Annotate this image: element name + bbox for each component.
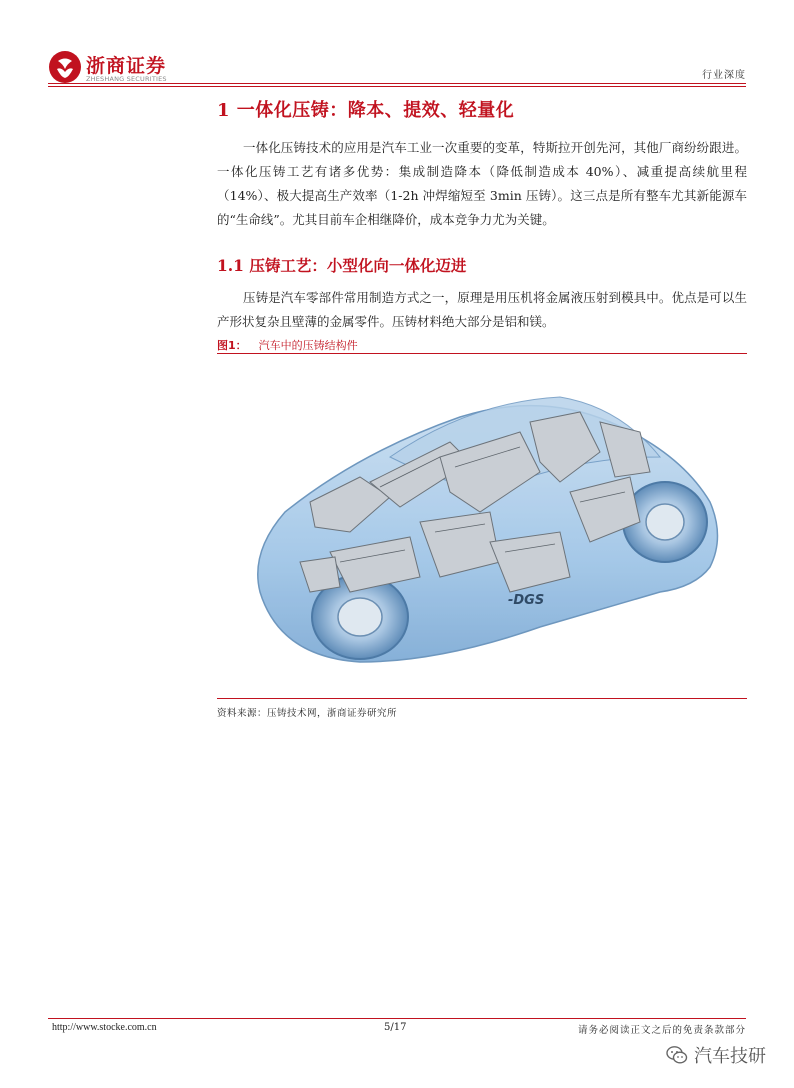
page-header bbox=[0, 0, 794, 90]
section-1-1-heading: 1.1 压铸工艺：小型化向一体化迈进 bbox=[217, 256, 467, 275]
car-diecast-illustration bbox=[240, 362, 730, 692]
company-logo bbox=[48, 50, 168, 86]
header-divider-thick bbox=[48, 86, 746, 87]
brand-name-cn: 浙商证券 bbox=[86, 55, 167, 77]
section-1-1-paragraph: 压铸是汽车零部件常用制造方式之一，原理是用压机将金属液压射到模具中。优点是可以生产形状复杂且壁薄的金属零件。压铸材料绝大部分是铝和镁。 bbox=[217, 290, 747, 329]
report-type: 行业深度 bbox=[702, 70, 746, 81]
figure-top-rule bbox=[217, 353, 747, 354]
page-number: 5/17 bbox=[384, 1022, 407, 1033]
car-marking-text: -DGS bbox=[508, 593, 545, 608]
zheshang-logo-icon bbox=[48, 50, 82, 84]
disclaimer-note: 请务必阅读正文之后的免责条款部分 bbox=[577, 1025, 746, 1036]
figure-title bbox=[217, 337, 358, 353]
wechat-watermark bbox=[666, 1043, 766, 1067]
footer-divider bbox=[48, 1018, 746, 1019]
watermark-text: 汽车技研 bbox=[694, 1046, 766, 1067]
front-wheel-hub bbox=[338, 598, 382, 636]
figure-label: 图1： bbox=[217, 339, 247, 352]
figure-caption: 汽车中的压铸结构件 bbox=[258, 339, 358, 352]
section-1-paragraph: 一体化压铸技术的应用是汽车工业一次重要的变革，特斯拉开创先河，其他厂商纷纷跟进。一体化压铸工艺有诸多优势：集成制造降本（降低制造成本 40%）、减重提高续航里程（14%）、极大提高生产效率（1-2h 冲焊缩短至 3min 压铸）。这三点是所有整车尤其新能源车的“生命线”。尤其目前车企相继降价，成本竞争力尤为关键。 bbox=[217, 140, 747, 227]
brand-name-en: ZHESHANG SECURITIES bbox=[86, 75, 167, 83]
figure-source: 资料来源：压铸技术网，浙商证券研究所 bbox=[217, 708, 398, 719]
footer-website-link[interactable]: http://www.stocke.com.cn bbox=[52, 1022, 157, 1033]
header-divider bbox=[48, 83, 746, 84]
wechat-icon bbox=[666, 1045, 688, 1065]
section-1-heading: 1 一体化压铸：降本、提效、轻量化 bbox=[217, 100, 515, 121]
figure-bottom-rule bbox=[217, 698, 747, 699]
rear-wheel-hub bbox=[646, 504, 684, 540]
